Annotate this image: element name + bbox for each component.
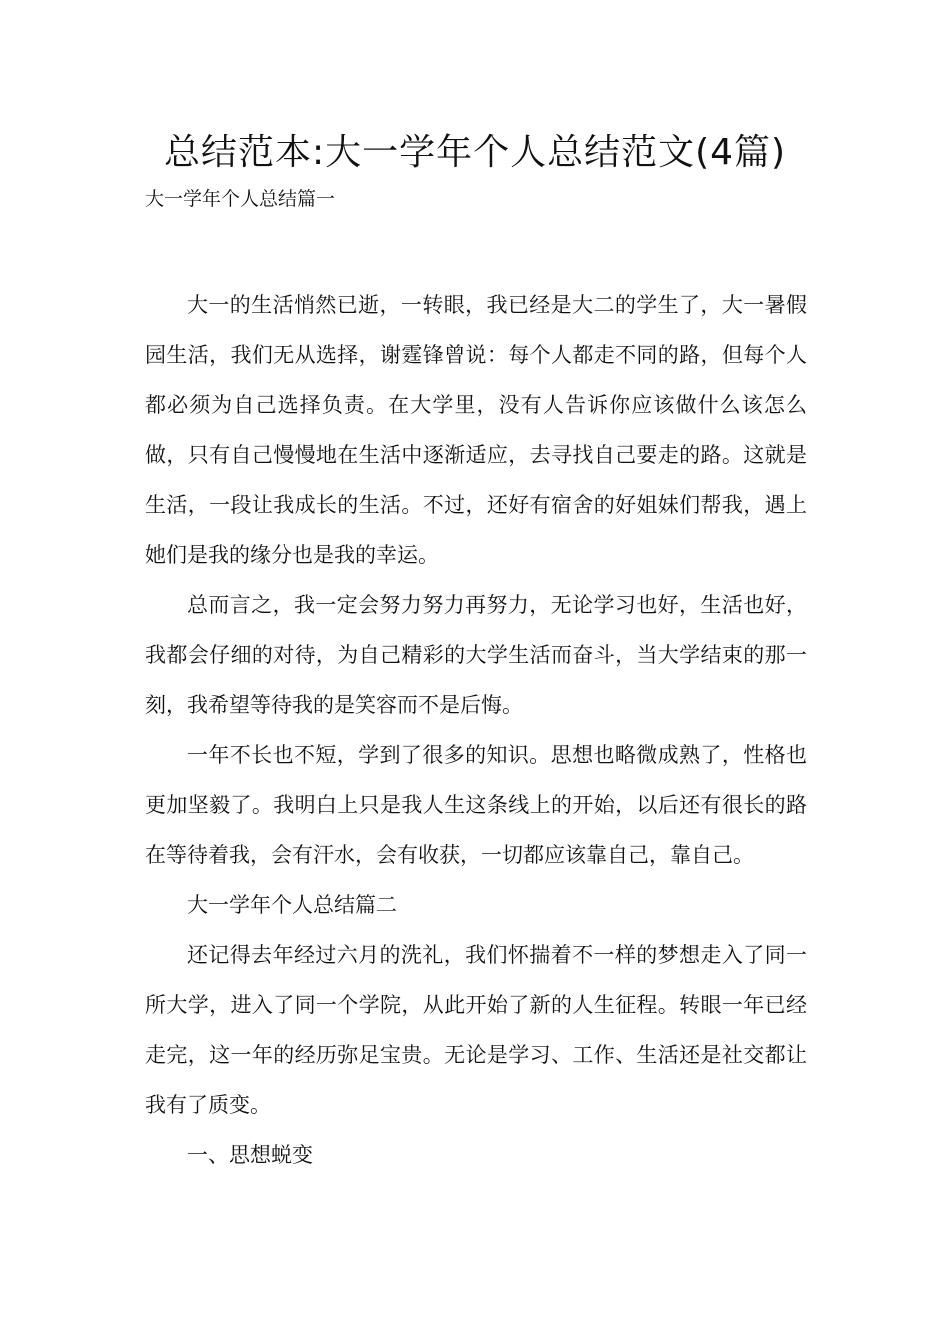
- document-title: 总结范本:大一学年个人总结范文(4篇): [163, 132, 787, 173]
- paragraph-3: 一年不长也不短，学到了很多的知识。思想也略微成熟了，性格也更加坚毅了。我明白上只是我人生这条线上的开始，以后还有很长的路在等待着我，会有汗水，会有收获，一切都应该靠自己，靠自己。: [145, 743, 807, 867]
- subsection-heading: 一、思想蜕变: [187, 1143, 313, 1167]
- paragraph-2: 总而言之，我一定会努力努力再努力，无论学习也好，生活也好，我都会仔细的对待，为自己精彩的大学生活而奋斗，当大学结束的那一刻，我希望等待我的是笑容而不是后悔。: [145, 593, 807, 717]
- section-heading-2: 大一学年个人总结篇二: [187, 893, 397, 917]
- paragraph-1: 大一的生活悄然已逝，一转眼，我已经是大二的学生了，大一暑假园生活，我们无从选择，谢霆锋曾说：每个人都走不同的路，但每个人都必须为自己选择负责。在大学里，没有人告诉你应该做什么该怎么做，只有自己慢慢地在生活中逐渐适应，去寻找自己要走的路。这就是生活，一段让我成长的生活。不过，还好有宿舍的好姐妹们帮我，遇上她们是我的缘分也是我的幸运。: [145, 293, 807, 567]
- section-heading-1: 大一学年个人总结篇一: [145, 188, 336, 210]
- document-body: [145, 280, 807, 1180]
- paragraph-4: 还记得去年经过六月的洗礼，我们怀揣着不一样的梦想走入了同一所大学，进入了同一个学院，从此开始了新的人生征程。转眼一年已经走完，这一年的经历弥足宝贵。无论是学习、工作、生活还是社交都让我有了质变。: [145, 943, 807, 1117]
